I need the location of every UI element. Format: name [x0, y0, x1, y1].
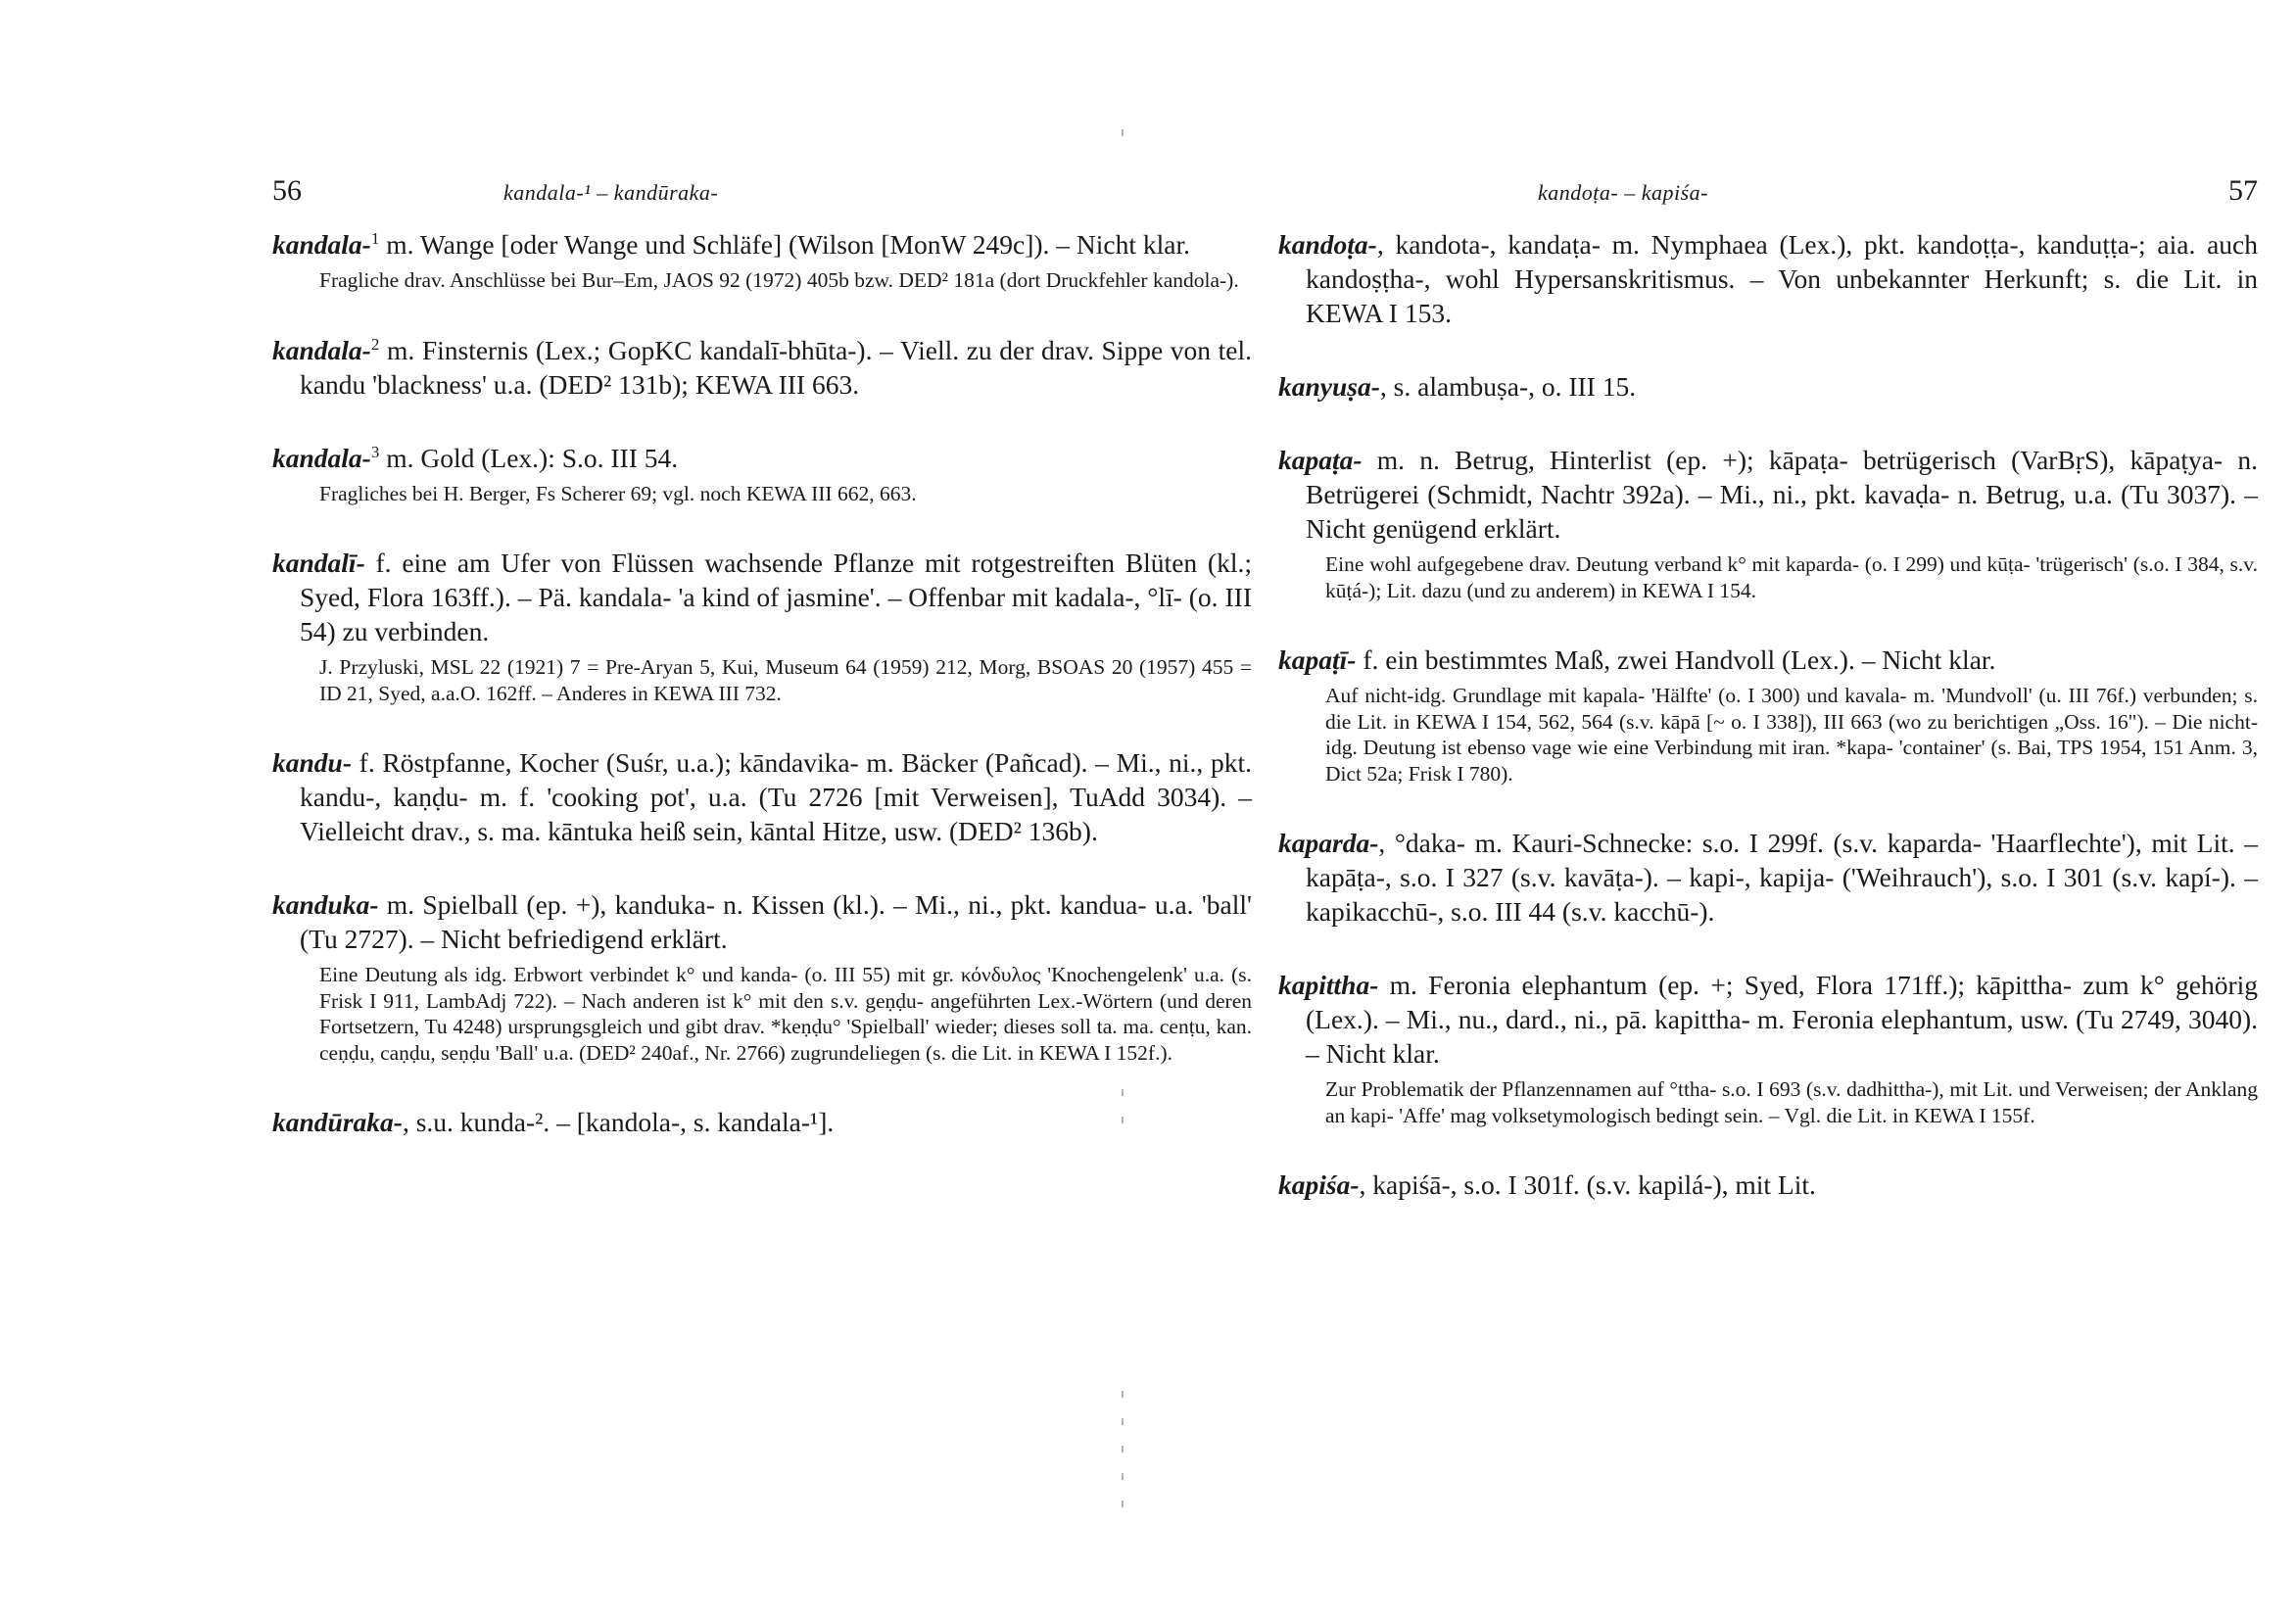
entry-body: m. Spielball (ep. +), kanduka- n. Kissen (kl.). – Mi., ni., pkt. kandua- u.a. 'ball' (Tu 2727). – Nicht befriedigend erklärt. — [300, 889, 1252, 954]
running-head-right — [1278, 174, 2258, 214]
entry-body: f. Röstpfanne, Kocher (Suśr, u.a.); kāndavika- m. Bäcker (Pañcad). – Mi., ni., pkt. kandu-, kaṇḍu- m. f. 'cooking pot', u.a. (Tu 2726 [mit Verweisen], TuAdd 3034). – Vielleicht drav., s. ma. kāntuka heiß sein, kāntal Hitze, usw. (DED² 136b). — [300, 747, 1252, 846]
entry-body: , kandota-, kandaṭa- m. Nymphaea (Lex.), pkt. kandoṭṭa-, kanduṭṭa-; aia. auch kandoṣṭha-, wohl Hypersanskritismus. – Von unbekannter Herkunft; s. die Lit. in KEWA I 153. — [1306, 229, 2258, 328]
entry-body: m. Finsternis (Lex.; GopKC kandalī-bhūta-). – Viell. zu der drav. Sippe von tel. kandu 'blackness' u.a. (DED² 131b); KEWA III 663. — [300, 334, 1252, 400]
dictionary-entry — [1278, 643, 2258, 787]
entry-lemma: kapaṭī- — [1278, 644, 1357, 675]
running-head-title-left: kandala-¹ – kandūraka- — [503, 180, 719, 205]
dictionary-entry — [272, 441, 1252, 507]
lemma-superscript: 3 — [370, 442, 380, 461]
entry-lemma: kandala- — [272, 229, 371, 260]
entry-body: f. ein bestimmtes Maß, zwei Handvoll (Lex.). – Nicht klar. — [1356, 644, 1996, 675]
dictionary-entry — [272, 1105, 1252, 1139]
dictionary-entry — [1278, 369, 2258, 404]
dictionary-entry — [1278, 968, 2258, 1128]
dictionary-entry — [1278, 443, 2258, 603]
entry-lemma: kapiśa- — [1278, 1169, 1360, 1200]
entry-body: m. Wange [oder Wange und Schläfe] (Wilson [MonW 249c]). – Nicht klar. — [379, 229, 1191, 260]
entry-lemma: kapittha- — [1278, 970, 1379, 1000]
dictionary-entry — [272, 887, 1252, 1066]
running-head-left — [272, 174, 1252, 214]
left-page-content — [272, 227, 1252, 1139]
entry-body: m. Gold (Lex.): S.o. III 54. — [379, 442, 679, 473]
entry-lemma: kapaṭa- — [1278, 445, 1363, 475]
entry-note: Auf nicht-idg. Grundlage mit kapala- 'Hälfte' (o. I 300) und kavala- m. 'Mundvoll' (u. III 76f.) verbunden; s. die Lit. in KEWA I 154, 562, 564 (s.v. kāpā [~ o. I 338]), III 663 (wo zu berichtigen „Oss. 16"). – Die nicht-idg. Deutung ist ebenso vage wie eine Verbindung mit iran. *kapa- 'container' (s. Bai, TPS 1954, 151 Anm. 3, Dict 52a; Frisk I 780). — [1325, 684, 2258, 786]
page-number-right: 57 — [2228, 174, 2258, 207]
dictionary-entry — [272, 227, 1252, 294]
dictionary-entry — [272, 745, 1252, 848]
entry-lemma: kandala- — [272, 334, 371, 365]
entry-note: Fragliches bei H. Berger, Fs Scherer 69; vgl. noch KEWA III 662, 663. — [319, 481, 917, 505]
entry-lemma: kandala- — [272, 442, 371, 473]
entry-note: J. Przyluski, MSL 22 (1921) 7 = Pre-Aryan 5, Kui, Museum 64 (1959) 212, Morg, BSOAS 20 (1957) 455 = ID 21, Syed, a.a.O. 162ff. – Anderes in KEWA III 732. — [319, 655, 1252, 705]
entry-lemma: kandalī- — [272, 548, 365, 578]
gutter-mark — [1122, 129, 1124, 136]
entry-lemma: kandūraka- — [272, 1107, 403, 1137]
entry-body: m. n. Betrug, Hinterlist (ep. +); kāpaṭa- betrügerisch (VarBṛS), kāpaṭya- n. Betrügerei (Schmidt, Nachtr 392a). – Mi., ni., pkt. kavaḍa- n. Betrug, u.a. (Tu 3037). – Nicht genügend erklärt. — [1306, 445, 2258, 544]
entry-lemma: kanduka- — [272, 889, 379, 920]
dictionary-entry — [272, 333, 1252, 402]
entry-lemma: kaparda- — [1278, 828, 1379, 858]
dictionary-entry — [1278, 826, 2258, 929]
gutter-mark — [1122, 1117, 1124, 1123]
entry-lemma: kanyuṣa- — [1278, 371, 1380, 402]
entry-note: Zur Problematik der Pflanzennamen auf °ttha- s.o. I 693 (s.v. dadhittha-), mit Lit. und Verweisen; der Anklang an kapi- 'Affe' mag volksetymologisch bedingt sein. – Vgl. die Lit. in KEWA I 155f. — [1325, 1077, 2258, 1127]
dictionary-entry — [1278, 1168, 2258, 1202]
entry-body: , s. alambuṣa-, o. III 15. — [1379, 371, 1637, 402]
entry-body: , s.u. kunda-². – [kandola-, s. kandala-¹]. — [402, 1107, 835, 1137]
entry-lemma: kandoṭa- — [1278, 229, 1377, 260]
dictionary-entry — [1278, 227, 2258, 330]
lemma-superscript: 1 — [370, 228, 380, 248]
entry-body: m. Feronia elephantum (ep. +; Syed, Flora 171ff.); kāpittha- zum k° gehörig (Lex.). – Mi., nu., dard., ni., pā. kapittha- m. Feronia elephantum, usw. (Tu 2749, 3040). – Nicht klar. — [1306, 970, 2258, 1069]
gutter-mark — [1122, 1089, 1124, 1096]
entry-body: , °daka- m. Kauri-Schnecke: s.o. I 299f. (s.v. kaparda- 'Haarflechte'), mit Lit. – kapāṭa-, s.o. I 327 (s.v. kavāṭa-). – kapi-, kapija- ('Weihrauch'), s.o. I 301 (s.v. kapí-). – kapikacchū-, s.o. III 44 (s.v. kacchū-). — [1306, 828, 2258, 927]
entry-note: Eine Deutung als idg. Erbwort verbindet k° und kanda- (o. III 55) mit gr. κόνδυλος 'Knochengelenk' u.a. (s. Frisk I 911, LambAdj 722). – Nach anderen ist k° mit den s.v. geṇḍu- angeführten Lex.-Wörtern (und deren Fortsetzern, Tu 4248) ursprungsgleich und gibt drav. *keṇḍu° 'Spielball' wieder; dieses soll ta. ma. cenṭu, kan. ceṇḍu, caṇḍu, seṇḍu 'Ball' u.a. (DED² 240af., Nr. 2766) zugrundeliegen (s. die Lit. in KEWA I 152f.). — [319, 963, 1252, 1065]
entry-body: f. eine am Ufer von Flüssen wachsende Pflanze mit rotgestreiften Blüten (kl.; Syed, Flora 163ff.). – Pä. kandala- 'a kind of jasmine'. – Offenbar mit kadala-, °lī- (o. III 54) zu verbinden. — [300, 548, 1252, 646]
entry-note: Eine wohl aufgegebene drav. Deutung verband k° mit kaparda- (o. I 299) und kūṭa- 'trügerisch' (s.o. I 384, s.v. kūṭá-); Lit. dazu (und zu anderem) in KEWA I 154. — [1325, 552, 2258, 602]
gutter-mark — [1122, 1418, 1124, 1425]
entry-note: Fragliche drav. Anschlüsse bei Bur–Em, JAOS 92 (1972) 405b bzw. DED² 181a (dort Druckfehler kandola-). — [319, 268, 1239, 292]
right-page-content — [1278, 227, 2258, 1202]
gutter-mark — [1122, 1446, 1124, 1453]
gutter-mark — [1122, 1501, 1124, 1507]
dictionary-entry — [272, 546, 1252, 706]
lemma-superscript: 2 — [370, 334, 380, 354]
entry-lemma: kandu- — [272, 747, 352, 778]
gutter-mark — [1122, 1391, 1124, 1398]
running-head-title-right: kandoṭa- – kapiśa- — [1538, 180, 1708, 205]
page-number-left: 56 — [272, 174, 302, 207]
entry-body: , kapiśā-, s.o. I 301f. (s.v. kapilá-), mit Lit. — [1359, 1169, 1816, 1200]
gutter-mark — [1122, 1473, 1124, 1480]
